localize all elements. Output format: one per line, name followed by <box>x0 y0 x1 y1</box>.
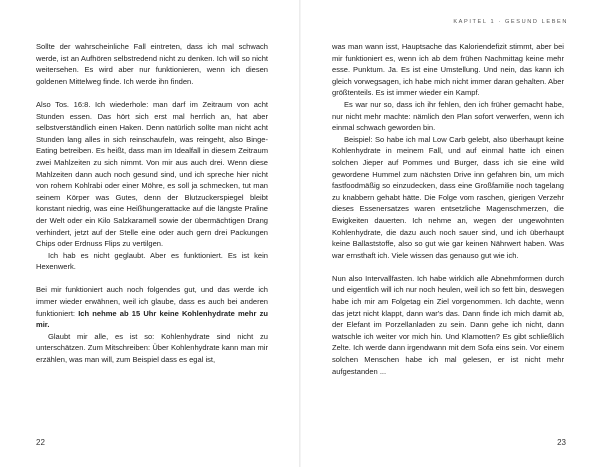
left-page-body <box>36 41 268 366</box>
paragraph: Nun also Intervallfasten. Ich habe wirklich alle Abnehmformen durch und eigentlich will ich nur noch heulen, weil ich so fett bin, deswegen habe ich mir am Folgetag ein Ziel vorgenommen. Ich dachte, wenn das jetzt nicht klappt, dann war's das. Dann finde ich mich damit ab, der Elefant im Porzellanladen zu sein. Dann gehe ich nicht, dann watschle ich weiter vor mich hin. Und Klamotten? Es gibt schließlich Zelte. Ich werde dann irgendwann mit dem Sofa eins sein. Vor einem solchen Menschen habe ich mal gelesen, er ist nicht mehr aufgestanden ... <box>332 273 564 376</box>
paragraph: was man wann isst, Hauptsache das Kaloriendefizit stimmt, aber bei mir funktioniert es, wenn ich ab dem frühen Nachmittag keine mehr esse. Punktum. Ja. Es ist eine Umstellung. Und nein, das kann ich gleich vorwegsagen, ich habe mich nicht immer daran gehalten. Aber größtenteils. Es ist immer wieder ein Kampf. <box>332 42 564 98</box>
paragraph: Beispiel: So habe ich mal Low Carb gelebt, also überhaupt keine Kohlenhydrate in meinem Fall, und auf einmal hatte ich einen solchen Jieper auf Pommes und Burger, dass ich sie eine wild gewordene Hummel zum nächsten Drive inn gefahren bin, um mich fastfoodmäßig so einzudecken, dass eine Großfamilie noch tagelang zu knabbern gehabt hätte. Die Folge vom raschen, gierigen Verzehr dieses Essenersatzes waren entsetzliche Magenschmerzen, die Ewigkeiten dauerten. Ich nehme an, wegen der ungewohnten Kohlenhydrate, die dazu auch noch sauer sind, und ich überhaupt keine Ballaststoffe, also so gut wie gar keinen Nährwert haben. Was war ernsthaft ich. Viele wissen das genauso gut wie ich. <box>332 134 564 260</box>
paragraph: Also Tos. 16:8. Ich wiederhole: man darf im Zeitraum von acht Stunden essen. Das hört sich erst mal herrlich an, hat aber selbstverständlich einen Haken. Denn natürlich sollte man nicht acht Stunden lang alles in sich reinschaufeln, was reingeht, also Binge-Eating betreiben. Es heißt, dass man im Idealfall in diesem Zeitraum zwei Mahlzeiten zu sich nimmt. Von mir aus auch drei. Wenn diese Mahlzeiten dann auch noch gesund sind, und ich spreche hier nicht von rohem Kohlrabi oder einer Möhre, es soll ja schmecken, tut man seinem Körper was Gutes, denn der Blutzuckerspiegel bleibt konstant niedrig, was eine Heißhungerattacke auf die längste Praline der Welt oder ein Kilo Salzkaramell sowie der übermächtigen Drang verhindert, jetzt auf der Stelle eine oder auch gern drei Packungen Chips oder Erdnuss Flips zu vertilgen. <box>36 99 268 249</box>
paragraph-text: Bei mir funktioniert auch noch folgendes gut, und das werde ich immer wieder erwähnen, weil ich glaube, dass es auch bei anderen funktioniert: <box>36 285 268 318</box>
page-number: 23 <box>557 438 566 447</box>
paragraph: Ich hab es nicht geglaubt. Aber es funktioniert. Es ist kein Hexenwerk. <box>36 250 268 272</box>
paragraph: Glaubt mir alle, es ist so: Kohlenhydrate sind nicht zu unterschätzen. Zum Mitschreiben: Über Kohlenhydrate kann man mir erzählen, was man will, zum Beispiel dass es egal ist, <box>36 331 268 365</box>
paragraph: Es war nur so, dass ich ihr fehlen, den ich früher gemacht habe, nur nicht mehr machte: nämlich den Plan sofort verwerfen, wenn ich einmal schwach geworden bin. <box>332 99 564 133</box>
page-number: 22 <box>36 438 45 447</box>
running-header: KAPITEL 1 · GESUND LEBEN <box>453 19 568 25</box>
right-page <box>300 0 600 467</box>
right-page-body <box>332 41 564 377</box>
highlighted-rule: Ich nehme ab 15 Uhr keine Kohlenhydrate mehr zu mir. <box>36 308 268 330</box>
paragraph: Sollte der wahrscheinliche Fall eintreten, dass ich mal schwach werde, ist an Aufhören selbstredend nicht zu denken. Ich will so nicht weitersehen. Es wird aber nur funktionieren, wenn ich diesen goldenen Mittelweg finde. Ich werde ihn finden. <box>36 42 268 86</box>
paragraph <box>36 284 268 330</box>
